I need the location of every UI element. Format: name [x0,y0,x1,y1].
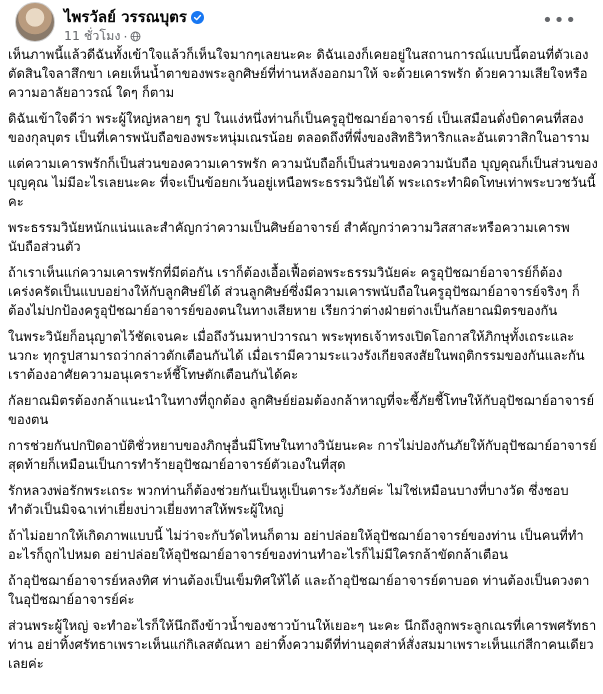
post-paragraph: กัลยาณมิตรต้องกล้าแนะนำในทางที่ถูกต้อง ลูกศิษย์ย่อมต้องกล้าหาญที่จะชี้ภัยชี้โทษให้กับอุปัชฌาย์อาจารย์ของตน [8,394,595,428]
avatar[interactable] [15,2,55,42]
post-paragraph: ถ้าไม่อยากให้เกิดภาพแบบนี้ ไม่ว่าจะกับวัดไหนก็ตาม อย่าปล่อยให้อุปัชฌาย์อาจารย์ของท่าน เป็นคนที่ทำอะไรก็ถูกไปหมด อย่าปล่อยให้อุปัชฌาย์อาจารย์ของท่านทำอะไรก็ไม่มีใครกล้าขัดกล้าเตือน [8,529,584,563]
post-paragraph: การช่วยกันปกปิดอาบัติชั่วหยาบของภิกษุอื่นมีโทษในทางวินัยนะคะ การไม่ปองกันภัยให้กับอุปัชฌาย์อาจารย์ สุดท้ายก็เหมือนเป็นการทำร้ายอุปัชฌาย์อาจารย์ตัวเองในที่สุด [8,439,597,473]
post-body [8,46,598,681]
post-paragraph: ส่วนพระผู้ใหญ่ จะทำอะไรก็ให้นึกถึงข้าวน้ำของชาวบ้านให้เยอะๆ นะคะ นึกถึงลูกพระลูกเณรที่เคารพศรัทธาท่าน อย่าทิ้งศรัทธาเพราะเห็นแก่กิเลสตัณหา อย่าทิ้งความดีที่ท่านอุตส่าห์สั่งสมมาเพราะเห็นแก่สีกาคนเดียวเลยค่ะ [8,619,597,672]
post-paragraph: รักหลวงพ่อรักพระเถระ พวกท่านก็ต้องช่วยกันเป็นหูเป็นตาระวังภัยค่ะ ไม่ใช่เหมือนบางที่บางวัด ซึ่งชอบทำตัวเป็นมิจฉาเท่าเยี่ยงบ่าวเยี่ยงทาสให้พระผู้ใหญ่ [8,484,569,518]
verified-badge-icon [191,11,204,24]
post-paragraph: ดิฉันเข้าใจดีว่า พระผู้ใหญ่หลายๆ รูป ในแง่หนึ่งท่านก็เป็นครูอุปัชฌาย์อาจารย์ เป็นเสมือนดั่งบิดาคนที่สองของกุลบุตร เป็นที่เคารพนับถือของพระหนุ่มเณรน้อย ตลอดถึงที่พึ่งของสิทธิวิหาริกและอันเตวาสิกในอาราม [8,112,590,146]
meta-separator: · [123,28,128,44]
post-paragraph: แต่ความเคารพรักก็เป็นส่วนของความเคารพรัก ความนับถือก็เป็นส่วนของความนับถือ บุญคุณก็เป็นส่วนของบุญคุณ ไม่มีอะไรเลยนะคะ ที่จะเป็นข้อยกเว้นอยู่เหนือพระธรรมวินัยได้ พระเถระทำผิดโทษเท่าพระบวชวันนี้คะ [8,157,598,210]
post-meta [64,26,141,46]
more-options-icon[interactable]: ••• [542,10,577,31]
post-paragraph: ถ้าเราเห็นแก่ความเคารพรักที่มีต่อกัน เราก็ต้องเอื้อเฟื้อต่อพระธรรมวินัยค่ะ ครูอุปัชฌาย์อาจารย์ก็ต้องเคร่งครัดเป็นแบบอย่างให้กับลูกศิษย์ได้ ส่วนลูกศิษย์ซึ่งมีความเคารพนับถือในครูอุปัชฌาย์อาจารย์จริงๆ ก็ต้องไม่ปกป้องครูอุปัชฌาย์อาจารย์ของตนในทางเสียหาย เรียกว่าต่างฝ่ายต่างเป็นกัลยาณมิตรของกัน [8,266,580,319]
post-paragraph: ถ้าอุปัชฌาย์อาจารย์หลงทิศ ท่านต้องเป็นเข็มทิศให้ได้ และถ้าอุปัชฌาย์อาจารย์ตาบอด ท่านต้องเป็นดวงตาในอุปัชฌาย์อาจารย์ค่ะ [8,574,590,608]
globe-icon [130,31,141,42]
post-paragraph: พระธรรมวินัยหนักแน่นและสำคัญกว่าความเป็นศิษย์อาจารย์ สำคัญกว่าความวิสสาสะหรือความเคารพนับถือส่วนตัว [8,221,570,255]
post-paragraph: เห็นภาพนี้แล้วดีฉันทั้งเข้าใจแล้วก็เห็นใจมากๆเลยนะคะ ดิฉันเองก็เคยอยู่ในสถานการณ์แบบนี้ตอนที่ตัวเองตัดสินใจลาสึกขา เคยเห็นน้ำตาของพระลูกศิษย์ที่ท่านหลังออกมาให้ จะด้วยเคารพรัก ด้วยความเสียใจหรือความอาลัยอาวรณ์ ใดๆ ก็ตาม [8,48,589,101]
author-name[interactable]: ไพรวัลย์ วรรณบุตร [64,8,187,26]
post-header [8,0,595,44]
post-paragraph: ในพระวินัยก็อนุญาตไว้ชัดเจนคะ เมื่อถึงวันมหาปวารณา พระพุทธเจ้าทรงเปิดโอกาสให้ภิกษุทั้งเถระและนวกะ ทุกรูปสามารถว่ากล่าวตักเตือนกันได้ เมื่อเรามีความระแวงรังเกียจสงสัยในพฤติกรรมของกันและกัน เราต้องอาศัยความอนุเคราะห์ชี้โทษตักเตือนกันได้คะ [8,330,585,383]
post-time[interactable]: 11 ชั่วโมง [64,28,121,43]
